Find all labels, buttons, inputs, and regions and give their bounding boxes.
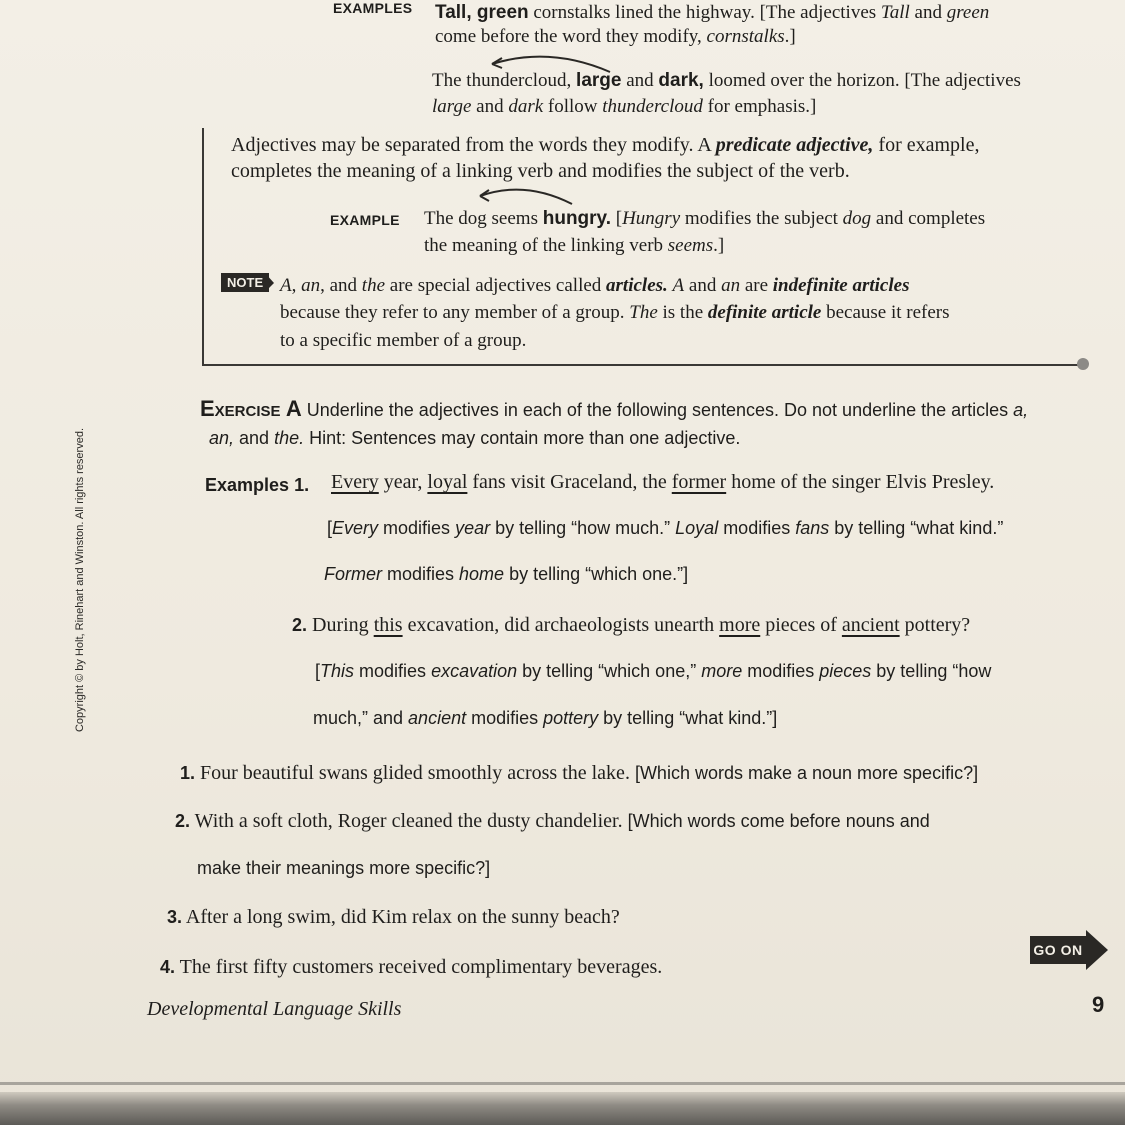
example-1-explanation-2: Former modifies home by telling “which one.”] — [324, 564, 689, 584]
exercise-item-2[interactable]: 2. With a soft cloth, Roger cleaned the dusty chandelier. [Which words come before nouns and — [175, 810, 930, 832]
predicate-para-line-1: Adjectives may be separated from the words they modify. A predicate adjective, for example, — [231, 134, 980, 156]
example-2-line-1: The thundercloud, large and dark, loomed over the horizon. [The adjectives — [432, 70, 1021, 91]
note-badge: NOTE — [221, 273, 269, 292]
footer-book-title: Developmental Language Skills — [147, 998, 402, 1020]
example-sentence-2: 2. During this excavation, did archaeologists unearth more pieces of ancient pottery? — [292, 614, 971, 636]
hint-text: [Which words come before nouns and — [627, 811, 930, 831]
example-2-line-2: large and dark follow thundercloud for emphasis.] — [432, 96, 817, 117]
go-on-arrow-icon — [1086, 930, 1108, 970]
example-1-line-2: come before the word they modify, cornstalks.] — [435, 26, 796, 47]
copyright-notice: Copyright © by Holt, Rinehart and Winston. All rights reserved. — [74, 427, 86, 733]
arrow-hungry-dog-icon — [470, 186, 580, 208]
page-number: 9 — [1092, 992, 1105, 1017]
examples-label: EXAMPLES — [333, 0, 413, 16]
bracket-end-dot — [1077, 358, 1089, 370]
example-1-line-1: Tall, green cornstalks lined the highway. [The adjectives Tall and green — [435, 2, 990, 23]
example-1-bold: Tall, green — [435, 2, 529, 23]
exercise-item-3[interactable]: 3. After a long swim, did Kim relax on the sunny beach? — [167, 906, 620, 928]
page-edge-line — [0, 1082, 1125, 1085]
exercise-item-2-hint-cont: make their meanings more specific?] — [197, 858, 491, 878]
example-label: EXAMPLE — [330, 212, 400, 228]
note-line-2: because they refer to any member of a group. The is the definite article because it refers — [280, 302, 950, 323]
examples-heading: Examples 1. — [205, 475, 310, 495]
note-arrow-icon — [265, 273, 274, 292]
example-2-explanation-2: much,” and ancient modifies pottery by telling “what kind.”] — [313, 708, 778, 728]
go-on-badge: GO ON — [1030, 936, 1086, 964]
exercise-item-4[interactable]: 4. The first fifty customers received complimentary beverages. — [160, 956, 663, 978]
example-2-explanation-1: [This modifies excavation by telling “which one,” more modifies pieces by telling “how — [315, 661, 992, 681]
predicate-para-line-2: completes the meaning of a linking verb and modifies the subject of the verb. — [231, 160, 850, 182]
predicate-adjective-term: predicate adjective, — [715, 134, 874, 156]
exercise-instructions-line-2: an, and the. Hint: Sentences may contain more than one adjective. — [209, 428, 741, 448]
example-hungry-line-1: The dog seems hungry. [Hungry modifies the subject dog and completes — [424, 208, 986, 229]
example-hungry-line-2: the meaning of the linking verb seems.] — [424, 235, 725, 256]
exercise-instructions-line-1: Exercise A Underline the adjectives in each of the following sentences. Do not underline the articles a, — [200, 396, 1029, 421]
hint-text: [Which words make a noun more specific?] — [634, 763, 979, 783]
note-line-3: to a specific member of a group. — [280, 330, 527, 351]
exercise-heading: Exercise A — [200, 396, 302, 421]
page-bottom-edge — [0, 1092, 1125, 1125]
exercise-item-1[interactable]: 1. Four beautiful swans glided smoothly across the lake. [Which words make a noun more specific?] — [180, 762, 979, 784]
example-sentence-1: Every year, loyal fans visit Graceland, the former home of the singer Elvis Presley. — [331, 471, 995, 493]
example-1-explanation-1: [Every modifies year by telling “how much.” Loyal modifies fans by telling “what kind.” — [327, 518, 1004, 538]
note-line-1: A, an, and the are special adjectives called articles. A and an are indefinite articles — [280, 275, 910, 296]
